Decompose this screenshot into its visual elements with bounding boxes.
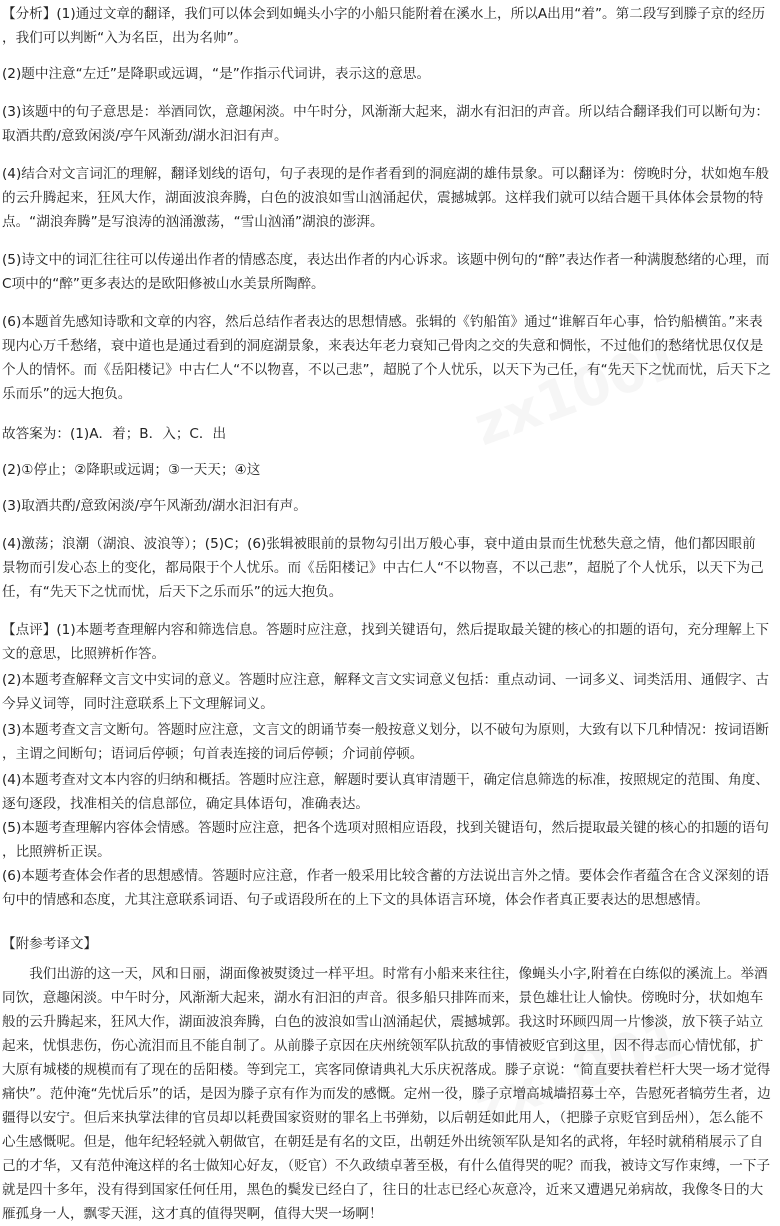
text-line: ，我们可以判断“入为名臣，出为名帅”。 xyxy=(2,30,248,46)
text-line: 同饮，意趣闲淡。中午时分，风渐渐大起来，湖水有汩汩的声音。很多船只排阵而来，景色雄壮让人愉快。傍晚时分，状如炮车 xyxy=(2,990,764,1006)
comment-item-1 xyxy=(2,618,776,666)
text-line: (5)诗文中的词汇往往可以传递出作者的情感态度，表达出作者的内心诉求。该题中例句的“醉”表达作者一种满腹愁绪的心理，而 xyxy=(2,252,770,268)
text-line: 故答案为：(1)A．着；B．入；C．出 xyxy=(2,426,227,442)
text-line: 逐句逐段，找准相关的信息部位，确定具体语句，准确表达。 xyxy=(2,796,370,812)
text-line: 任，有“先天下之忧而忧，后天下之乐而乐”的远大抱负。 xyxy=(2,584,343,600)
translation-body xyxy=(2,962,776,1226)
text-line: 乐而乐”的远大抱负。 xyxy=(2,386,132,402)
text-line: 【附参考译文】 xyxy=(2,936,98,952)
text-line: (3)本题考查文言文断句。答题时应注意，文言文的朗诵节奏一般按意义划分，以不破句为原则，大致有以下几种情况：按词语断 xyxy=(2,722,769,738)
text-line: (2)本题考查解释文言文中实词的意义。答题时应注意，解释文言文实词意义包括：重点动词、一词多义、词类活用、通假字、古 xyxy=(2,672,769,688)
comment-item-3 xyxy=(2,718,776,766)
text-line: ，比照辨析正误。 xyxy=(2,844,111,860)
text-line: C项中的“醉”更多表达的是欧阳修被山水美景所陶醉。 xyxy=(2,276,325,292)
answer-line-1 xyxy=(2,422,776,446)
text-line: ，主谓之间断句；语词后停顿；句首表连接的词后停顿；介词前停顿。 xyxy=(2,746,424,762)
text-line: (2)题中注意“左迁”是降职或远调，“是”作指示代词讲，表示这的意思。 xyxy=(2,66,431,82)
text-line: 取酒共酌/意致闲淡/亭午风渐劲/湖水汩汩有声。 xyxy=(2,128,288,144)
text-line: 心生感慨呢。但是，他年纪轻轻就入朝做官，在朝廷是有名的文臣，出朝廷外出统领军队是知名的武将，年轻时就稍稍展示了自 xyxy=(2,1134,764,1150)
text-line: (4)激荡；浪潮（湖浪、波浪等）；(5)C；(6)张辑被眼前的景物勾引出万般心事，衰中道由景而生忧愁失意之情，他们都因眼前 xyxy=(2,536,756,552)
text-line: 景物而引发心态上的变化，都局限于个人忧乐。而《岳阳楼记》中古仁人“不以物喜，不以己悲”，超脱了个人忧乐，以天下为己 xyxy=(2,560,764,576)
analysis-item-2 xyxy=(2,62,776,86)
answer-line-4 xyxy=(2,532,776,604)
text-line: 般的云升腾起来，狂风大作，湖面波浪奔腾，白色的波浪如雪山汹涌起伏，震撼城郭。我这时环顾四周一片惨淡，放下筷子站立 xyxy=(2,1014,764,1030)
text-line: 个人的情怀。而《岳阳楼记》中古仁人“不以物喜，不以己悲”，超脱了个人忧乐，以天下为己任，有“先天下之忧而忧，后天下之 xyxy=(2,362,771,378)
text-line: (2)①停止；②降职或远调；③一天天；④这 xyxy=(2,462,261,478)
comment-item-2 xyxy=(2,668,776,716)
text-line: 痛快”。范仲淹“先忧后乐”的话，是因为滕子京有作为而发的感慨。定州一役，滕子京增高城墙招募士卒，告慰死者犒劳生者，边 xyxy=(2,1086,771,1102)
text-line: (3)取酒共酌/意致闲淡/亭午风渐劲/湖水汩汩有声。 xyxy=(2,498,307,514)
text-line: 文的意思，比照辨析作答。 xyxy=(2,646,166,662)
comment-item-5 xyxy=(2,816,776,864)
text-line: 己的才华，又有范仲淹这样的名士做知心好友，（贬官）不久政绩卓著至极，有什么值得哭的呢？而我，被诗文写作束缚，一下子 xyxy=(2,1158,771,1174)
text-line: 点。“湖浪奔腾”是写浪涛的汹涌激荡，“雪山汹涌”湖浪的澎湃。 xyxy=(2,214,384,230)
text-line: 大原有城楼的规模而有了现在的岳阳楼。等到完工，宾客同僚请典礼大乐庆祝落成。滕子京说：“简直要扶着栏杆大哭一场才觉得 xyxy=(2,1062,771,1078)
text-line: 今异义词等，同时注意联系上下文理解词义。 xyxy=(2,696,274,712)
analysis-item-1 xyxy=(2,2,776,50)
text-line: 起来，忧惧悲伤，伤心流泪而且不能自制了。从前滕子京因在庆州统领军队抗敌的事情被贬官到这里，因不得志而心情忧郁，扩 xyxy=(2,1038,764,1054)
watermark: zx1001 zx1001 xyxy=(465,324,691,1139)
text-line: (5)本题考查理解内容体会情感。答题时应注意，把各个选项对照相应语段，找到关键语句，然后提取最关键的核心的扣题的语句 xyxy=(2,820,769,836)
text-line: 【分析】(1)通过文章的翻译，我们可以体会到如蝇头小字的小船只能附着在溪水上，所以A出用“着”。第二段写到滕子京的经历 xyxy=(2,6,766,22)
comment-item-4 xyxy=(2,768,776,816)
text-line: (6)本题首先感知诗歌和文章的内容，然后总结作者表达的思想情感。张辑的《钓船笛》通过“谁解百年心事，恰钓船横笛。”来表 xyxy=(2,314,763,330)
answer-line-3 xyxy=(2,494,776,518)
text-line: (3)该题中的句子意思是：举酒同饮，意趣闲淡。中午时分，风渐渐大起来，湖水有汩汩的声音。所以结合翻译我们可以断句为： xyxy=(2,104,769,120)
analysis-item-4 xyxy=(2,162,776,234)
text-line: 【点评】(1)本题考查理解内容和筛选信息。答题时应注意，找到关键语句，然后提取最关键的核心的扣题的语句，充分理解上下 xyxy=(2,622,769,638)
analysis-item-3 xyxy=(2,100,776,148)
comment-item-6 xyxy=(2,864,776,912)
translation-heading xyxy=(2,932,776,956)
text-line: (6)本题考查体会作者的思想感情。答题时应注意，作者一般采用比较含蓄的方法说出言外之情。要体会作者蕴含在含义深刻的语 xyxy=(2,868,769,884)
analysis-item-6 xyxy=(2,310,776,406)
analysis-item-5 xyxy=(2,248,776,296)
text-line: 我们出游的这一天，风和日丽，湖面像被熨烫过一样平坦。时常有小船来来往往，像蝇头小字,附着在白练似的溪流上。举酒 xyxy=(29,966,768,982)
text-line: 雁孤身一人，飘零天涯，这才真的值得哭啊，值得大哭一场啊！ xyxy=(2,1206,383,1222)
text-line: (4)本题考查对文本内容的归纳和概括。答题时应注意，解题时要认真审清题干，确定信息筛选的标准，按照规定的范围、角度、 xyxy=(2,772,769,788)
text-line: 就是四十多年，没有得到国家任何任用，黑色的鬓发已经白了，往日的壮志已经心灰意冷，近来又遭遇兄弟病故，我像冬日的大 xyxy=(2,1182,764,1198)
text-line: 句中的情感和态度，尤其注意联系词语、句子或语段所在的上下文的具体语言环境，体会作者真正要表达的思想感情。 xyxy=(2,892,709,908)
text-line: 现内心万千愁绪，衰中道也是通过看到的洞庭湖景象，来表达年老力衰知己骨肉之交的失意和惆怅，不过他们的愁绪忧思仅仅是 xyxy=(2,338,764,354)
text-line: 的云升腾起来，狂风大作，湖面波浪奔腾，白色的波浪如雪山汹涌起伏，震撼城郭。这样我们就可以结合题干具体体会景物的特 xyxy=(2,190,764,206)
answer-line-2 xyxy=(2,458,776,482)
text-line: 疆得以安宁。但后来执掌法律的官员却以耗费国家资财的罪名上书弹劾，以后朝廷如此用人，（把滕子京贬官到岳州），怎么能不 xyxy=(2,1110,764,1126)
text-line: (4)结合对文言词汇的理解，翻译划线的语句，句子表现的是作者看到的洞庭湖的雄伟景象。可以翻译为：傍晚时分，状如炮车般 xyxy=(2,166,769,182)
